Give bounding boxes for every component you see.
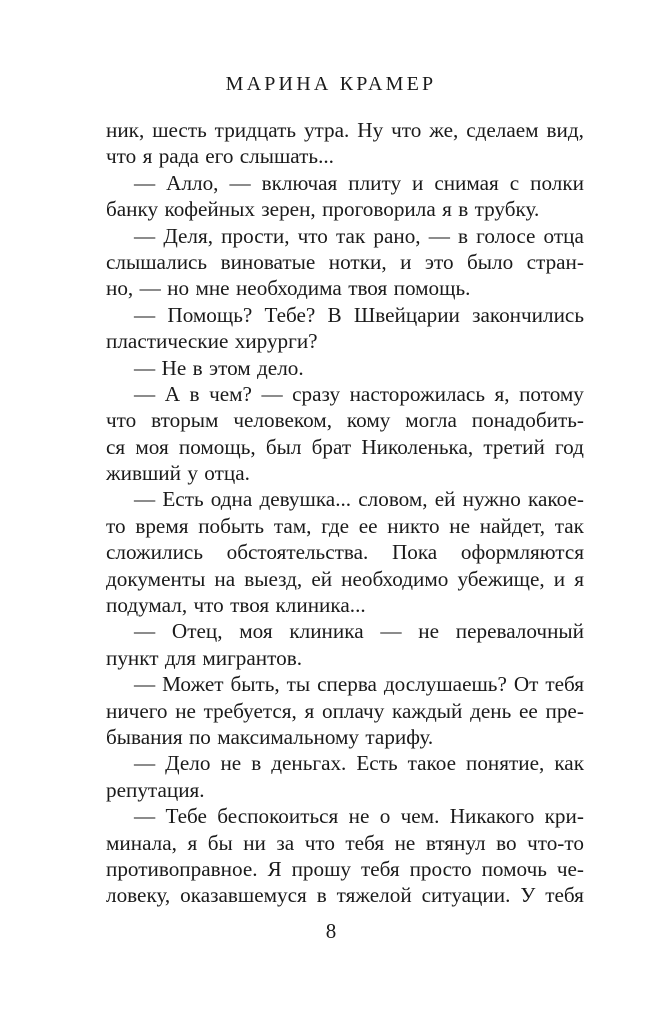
- word: что-то: [527, 830, 584, 855]
- word: Пока: [391, 540, 438, 565]
- text-line: [106, 592, 584, 618]
- word: Может: [162, 672, 224, 697]
- text-line: [106, 434, 584, 460]
- word: время: [135, 513, 189, 538]
- text-line: [106, 381, 584, 407]
- word: какое-: [528, 487, 584, 512]
- word: на: [214, 566, 236, 591]
- word: Никакого: [449, 804, 535, 829]
- word: —: [134, 487, 156, 512]
- word: нужно: [462, 487, 521, 512]
- word: что: [106, 408, 137, 433]
- word: Я: [267, 856, 282, 881]
- word: и: [412, 170, 424, 195]
- word: противоправное.: [106, 856, 258, 881]
- word: необходима: [235, 276, 342, 301]
- text-line: [106, 196, 584, 222]
- word: закончились: [472, 302, 584, 327]
- word: втянул: [425, 830, 486, 855]
- word: пластические: [106, 329, 229, 354]
- word: я: [142, 144, 153, 169]
- word: рада: [158, 144, 199, 169]
- word: включая: [261, 170, 338, 195]
- word: слышать...: [239, 144, 334, 169]
- word: такое: [407, 751, 457, 776]
- word: словом,: [358, 487, 428, 512]
- word: отца.: [204, 461, 250, 486]
- word: полки: [530, 170, 584, 195]
- word: Отец,: [171, 619, 223, 644]
- word: деньгах.: [271, 751, 347, 776]
- word: прости,: [221, 223, 290, 248]
- word: документы: [106, 566, 206, 591]
- word: в: [251, 751, 262, 776]
- word: банку: [106, 197, 159, 222]
- word: никто: [387, 513, 440, 538]
- word: —: [134, 804, 156, 829]
- word: бы: [207, 830, 233, 855]
- word: в: [458, 223, 469, 248]
- word: помощь.: [393, 276, 471, 301]
- word: не: [394, 830, 416, 855]
- word: потому: [519, 381, 584, 406]
- word: че-: [556, 856, 584, 881]
- word: —: [134, 355, 156, 380]
- word: в: [192, 355, 203, 380]
- word: голосе: [476, 223, 536, 248]
- word: ситуации.: [421, 883, 511, 908]
- word: девушка...: [259, 487, 352, 512]
- word: чем?: [209, 381, 252, 406]
- word: помочь: [481, 856, 547, 881]
- word: Швейцарии: [353, 302, 460, 327]
- word: с: [509, 170, 520, 195]
- word: понятие,: [466, 751, 545, 776]
- word: пре-: [545, 698, 584, 723]
- word: моя: [239, 619, 273, 644]
- text-line: [106, 750, 584, 776]
- word: оказавшемуся: [180, 883, 307, 908]
- body-text: [106, 117, 584, 909]
- word: кри-: [544, 804, 584, 829]
- word: ловеку,: [106, 883, 171, 908]
- word: ты: [286, 672, 311, 697]
- word: тарифу.: [365, 724, 434, 749]
- word: —: [134, 302, 156, 327]
- word: оформляются: [460, 540, 584, 565]
- word: не: [449, 513, 471, 538]
- word: необходимо: [341, 566, 449, 591]
- word: тяжелой: [336, 883, 412, 908]
- word: за: [276, 830, 295, 855]
- word: сразу: [292, 381, 341, 406]
- word: —: [134, 619, 156, 644]
- word: вид,: [546, 118, 584, 142]
- word: клиника: [289, 619, 364, 644]
- word: плиту: [348, 170, 402, 195]
- word: ей: [434, 487, 456, 512]
- word: могла: [405, 408, 457, 433]
- word: ее: [358, 513, 378, 538]
- word: пункт: [106, 645, 159, 670]
- word: беспокоиться: [217, 804, 339, 829]
- word: не: [348, 804, 370, 829]
- word: побыть: [198, 513, 265, 538]
- word: В: [327, 302, 342, 327]
- word: так: [336, 223, 366, 248]
- word: подумал,: [106, 593, 188, 618]
- word: я: [574, 566, 584, 591]
- word: утра.: [303, 118, 350, 142]
- text-line: [106, 407, 584, 433]
- word: стран-: [526, 249, 584, 274]
- word: Тебе: [165, 804, 207, 829]
- word: третий: [483, 434, 545, 459]
- word: сперва: [317, 672, 377, 697]
- word: не: [418, 619, 440, 644]
- word: хирурги?: [234, 329, 318, 354]
- word: насторожилась: [349, 381, 485, 406]
- word: брат: [311, 434, 352, 459]
- text-line: [106, 645, 584, 671]
- word: —: [134, 672, 156, 697]
- word: по: [188, 724, 211, 749]
- word: трубку.: [474, 197, 540, 222]
- word: живший: [106, 461, 181, 486]
- word: шесть: [152, 118, 207, 142]
- word: человеком,: [233, 408, 332, 433]
- word: Ну: [357, 118, 384, 142]
- word: не: [220, 751, 242, 776]
- word: о: [379, 804, 391, 829]
- word: обстоятельства.: [226, 540, 369, 565]
- word: каждый: [392, 698, 463, 723]
- word: что: [193, 593, 224, 618]
- word: зерен,: [261, 197, 316, 222]
- word: Дело: [165, 751, 211, 776]
- word: —: [428, 223, 450, 248]
- word: но: [167, 276, 190, 301]
- word: отца: [543, 223, 584, 248]
- word: ей: [311, 566, 333, 591]
- word: Алло,: [166, 170, 219, 195]
- word: У: [520, 883, 536, 908]
- word: в: [458, 197, 469, 222]
- word: год: [555, 434, 584, 459]
- word: дослушаешь?: [383, 672, 507, 697]
- word: был: [265, 434, 302, 459]
- word: максимальному: [217, 724, 360, 749]
- word: Помощь?: [167, 302, 253, 327]
- running-head: МАРИНА КРАМЕР: [225, 73, 437, 95]
- word: репутация.: [106, 777, 205, 802]
- word: как: [554, 751, 584, 776]
- word: я,: [494, 381, 510, 406]
- word: что: [304, 830, 335, 855]
- word: так: [554, 513, 584, 538]
- word: твоя: [348, 276, 388, 301]
- word: сделаем: [466, 118, 539, 142]
- word: найдет,: [479, 513, 546, 538]
- word: —: [261, 381, 283, 406]
- word: я: [187, 830, 198, 855]
- word: ни: [243, 830, 266, 855]
- word: Есть: [162, 487, 204, 512]
- word: убежище,: [457, 566, 545, 591]
- text-line: [106, 223, 584, 249]
- text-line: [106, 566, 584, 592]
- text-line: [106, 143, 584, 169]
- text-line: [106, 460, 584, 486]
- word: Есть: [356, 751, 398, 776]
- word: —: [134, 381, 156, 406]
- word: в: [189, 381, 200, 406]
- word: рано,: [373, 223, 421, 248]
- word: Не: [161, 355, 187, 380]
- word: сложились: [106, 540, 203, 565]
- word: виноватые: [220, 249, 316, 274]
- word: —: [229, 170, 251, 195]
- text-line: [106, 355, 584, 381]
- word: —: [139, 276, 161, 301]
- word: ее: [518, 698, 538, 723]
- word: для: [164, 645, 197, 670]
- word: минала,: [106, 830, 177, 855]
- word: тебя: [545, 883, 584, 908]
- text-line: [106, 302, 584, 328]
- word: понадобить-: [471, 408, 584, 433]
- word: ся: [106, 434, 126, 459]
- word: Николенька,: [361, 434, 474, 459]
- word: у: [187, 461, 198, 486]
- word: это: [424, 249, 454, 274]
- text-line: [106, 777, 584, 803]
- word: Деля,: [163, 223, 214, 248]
- word: в: [316, 883, 327, 908]
- word: где: [321, 513, 350, 538]
- word: вторым: [151, 408, 219, 433]
- text-line: [106, 618, 584, 644]
- word: помощь,: [178, 434, 256, 459]
- word: и: [553, 566, 566, 591]
- word: не: [175, 698, 196, 723]
- word: этом: [209, 355, 251, 380]
- word: во: [496, 830, 517, 855]
- text-line: [106, 539, 584, 565]
- word: что: [297, 223, 328, 248]
- text-line: [106, 170, 584, 196]
- word: оплачу: [321, 698, 385, 723]
- word: то: [106, 513, 126, 538]
- word: тридцать: [214, 118, 297, 142]
- word: тебя: [545, 672, 584, 697]
- word: нотки,: [328, 249, 387, 274]
- text-line: [106, 486, 584, 512]
- word: что: [391, 118, 422, 142]
- word: тебя: [345, 830, 385, 855]
- text-line: [106, 724, 584, 750]
- page-number: 8: [325, 919, 337, 943]
- word: одна: [210, 487, 253, 512]
- word: моя: [135, 434, 169, 459]
- word: мне: [195, 276, 230, 301]
- word: но,: [106, 276, 134, 301]
- word: клиника...: [275, 593, 366, 618]
- word: твоя: [230, 593, 270, 618]
- word: ничего: [106, 698, 168, 723]
- word: мигрантов.: [202, 645, 303, 670]
- text-line: [106, 117, 584, 143]
- text-line: [106, 671, 584, 697]
- word: —: [380, 619, 402, 644]
- word: слышались: [106, 249, 208, 274]
- word: день: [470, 698, 512, 723]
- word: что: [106, 144, 137, 169]
- word: ник,: [106, 118, 145, 142]
- word: и: [400, 249, 412, 274]
- word: выезд,: [244, 566, 303, 591]
- word: —: [134, 751, 156, 776]
- word: я: [304, 698, 315, 723]
- word: А: [164, 381, 181, 406]
- text-line: [106, 882, 584, 908]
- word: было: [467, 249, 514, 274]
- word: Тебе?: [264, 302, 316, 327]
- word: проговорила: [322, 197, 436, 222]
- word: —: [134, 223, 156, 248]
- word: же,: [429, 118, 459, 142]
- word: кому: [346, 408, 391, 433]
- word: его: [205, 144, 234, 169]
- text-line: [106, 830, 584, 856]
- word: тебя: [360, 856, 400, 881]
- word: кофейных: [164, 197, 255, 222]
- word: быть,: [230, 672, 280, 697]
- word: требуется,: [203, 698, 297, 723]
- word: бывания: [106, 724, 183, 749]
- text-line: [106, 328, 584, 354]
- text-line: [106, 513, 584, 539]
- text-line: [106, 275, 584, 301]
- word: перевалочный: [455, 619, 584, 644]
- text-line: [106, 856, 584, 882]
- word: От: [513, 672, 539, 697]
- word: снимая: [434, 170, 499, 195]
- text-line: [106, 803, 584, 829]
- word: там,: [273, 513, 312, 538]
- word: дело.: [257, 355, 304, 380]
- text-line: [106, 698, 584, 724]
- text-line: [106, 249, 584, 275]
- word: прошу: [291, 856, 352, 881]
- word: чем.: [400, 804, 440, 829]
- word: я: [442, 197, 452, 222]
- word: просто: [409, 856, 472, 881]
- word: —: [134, 170, 156, 195]
